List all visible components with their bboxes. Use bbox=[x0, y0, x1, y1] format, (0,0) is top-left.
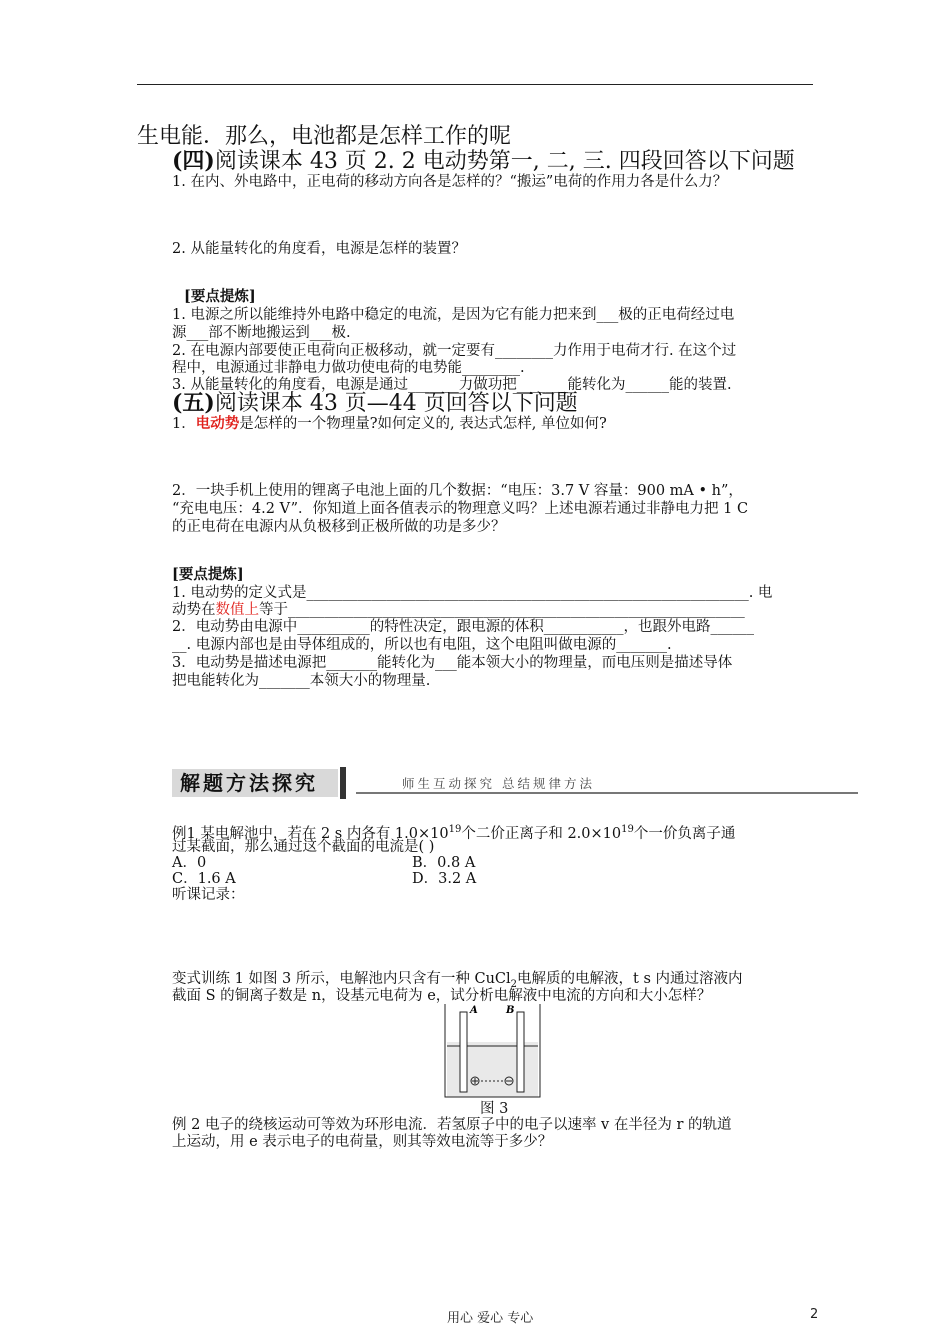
s5-question-1 bbox=[172, 414, 607, 434]
s5-key-3a: 3．电动势是描述电源把_______能转化为___能本领大小的物理量，而电压则是描述导体 bbox=[172, 655, 733, 671]
s5-key-1b-emphasis: 数值上 bbox=[215, 602, 259, 618]
section-banner bbox=[172, 766, 812, 800]
section-4-heading bbox=[172, 148, 795, 175]
option-a: A．0 bbox=[172, 855, 207, 871]
s5-key-points-title: [要点提炼] bbox=[172, 566, 244, 583]
s5-key-2a: 2．电动势由电源中__________的特性决定，跟电源的体积___________，也跟外电路______ bbox=[172, 619, 754, 635]
s4-key-2a: 2. 在电源内部要使正电荷向正极移动，就一定要有________力作用于电荷才行. 在这个过 bbox=[172, 343, 737, 359]
variant-1-line-2: 截面 S 的铜离子数是 n，设基元电荷为 e，试分析电解液中电流的方向和大小怎样？ bbox=[172, 988, 712, 1004]
s4-key-points-title: [要点提炼] bbox=[184, 288, 256, 305]
ex1-text-b: 个二价正离子和 2.0×10 bbox=[461, 825, 622, 842]
electrode-a bbox=[460, 1012, 467, 1092]
section-5-number: (五) bbox=[172, 390, 215, 416]
example-1-line-2: 过某截面，那么通过这个截面的电流是( ) bbox=[172, 839, 435, 855]
section-5-heading bbox=[172, 390, 578, 417]
footer-motto: 用心 爱心 专心 bbox=[447, 1311, 534, 1326]
ex1-exponent-1: 19 bbox=[448, 824, 462, 835]
s4-key-2b: 程中，电源通过非静电力做功使电荷的电势能________. bbox=[172, 360, 525, 376]
section-4-title: 阅读课本 43 页 2. 2 电动势第一, 二, 三. 四段回答以下问题 bbox=[214, 149, 795, 174]
s4-key-3: 3. 从能量转化的角度看，电源是通过_______力做功把_______能转化为______能的装置. bbox=[172, 377, 732, 393]
electrode-b bbox=[517, 1012, 524, 1092]
s5-key-3b: 把电能转化为_______本领大小的物理量. bbox=[172, 673, 431, 689]
s4-question-2: 2. 从能量转化的角度看，电源是怎样的装置？ bbox=[172, 241, 466, 257]
banner-subtitle: 师生互动探究 总结规律方法 bbox=[356, 774, 858, 794]
s5-q1-number: 1． bbox=[172, 416, 196, 432]
class-notes-label: 听课记录： bbox=[172, 887, 245, 903]
header-rule bbox=[137, 84, 813, 85]
page-number: 2 bbox=[810, 1307, 819, 1322]
section-5-title: 阅读课本 43 页—44 页回答以下问题 bbox=[214, 391, 578, 416]
ex1-text-a: 例1 某电解池中，若在 2 s 内各有 1.0×10 bbox=[172, 825, 449, 842]
s5-question-2c: 的正电荷在电源内从负极移到正极所做的功是多少？ bbox=[172, 519, 506, 535]
electrolysis-cell-figure bbox=[443, 1002, 542, 1098]
s5-q1-emphasis: 电动势 bbox=[195, 415, 240, 432]
s4-key-1b: 源___部不断地搬运到___极. bbox=[172, 325, 351, 341]
s4-key-1a: 1. 电源之所以能维持外电路中稳定的电流，是因为它有能力把来到___极的正电荷经过电 bbox=[172, 307, 735, 323]
section-4-number: (四) bbox=[172, 148, 215, 174]
example-2-line-2: 上运动，用 e 表示电子的电荷量，则其等效电流等于多少？ bbox=[172, 1134, 553, 1150]
s5-key-1b-pre: 动势在 bbox=[172, 602, 216, 618]
option-d: D．3.2 A bbox=[412, 871, 477, 887]
s5-question-2a: 2．一块手机上使用的锂离子电池上面的几个数据：“电压：3.7 V 容量：900 mA • h”， bbox=[172, 483, 743, 499]
var1-text-b: 电解质的电解液，t s 内通过溶液内 bbox=[517, 971, 743, 987]
figure-caption: 图 3 bbox=[480, 1101, 509, 1117]
option-b: B．0.8 A bbox=[412, 855, 476, 871]
example-2-line-1: 例 2 电子的绕核运动可等效为环形电流．若氢原子中的电子以速率 v 在半径为 r 的轨道 bbox=[172, 1117, 732, 1133]
figure-label-a: A bbox=[470, 1005, 478, 1016]
s5-key-1b-post: 等于_______________________________________________________________ bbox=[259, 602, 745, 618]
intro-line: 生电能．那么，电池都是怎样工作的呢 bbox=[137, 124, 512, 149]
ex1-exponent-2: 19 bbox=[621, 824, 634, 835]
banner-divider bbox=[340, 767, 346, 799]
option-c: C．1.6 A bbox=[172, 871, 236, 887]
banner-title: 解题方法探究 bbox=[172, 769, 338, 797]
ex1-text-c: 个一价负离子通 bbox=[633, 825, 736, 842]
s5-key-1a: 1. 电动势的定义式是_____________________________________________________________. 电 bbox=[172, 585, 773, 601]
var1-subscript: 2 bbox=[510, 978, 518, 990]
s5-q1-text: 是怎样的一个物理量?如何定义的, 表达式怎样, 单位如何? bbox=[239, 416, 607, 432]
var1-text-a: 变式训练 1 如图 3 所示，电解池内只含有一种 CuCl bbox=[172, 971, 511, 987]
s5-question-2b: “充电电压：4.2 V”．你知道上面各值表示的物理意义吗？上述电源若通过非静电力把 1 C bbox=[172, 501, 749, 517]
figure-label-b: B bbox=[506, 1005, 515, 1016]
s5-key-2b: __. 电源内部也是由导体组成的，所以也有电阻，这个电阻叫做电源的_______. bbox=[172, 637, 672, 653]
s4-question-1: 1. 在内、外电路中，正电荷的移动方向各是怎样的？“搬运”电荷的作用力各是什么力？ bbox=[172, 174, 728, 190]
